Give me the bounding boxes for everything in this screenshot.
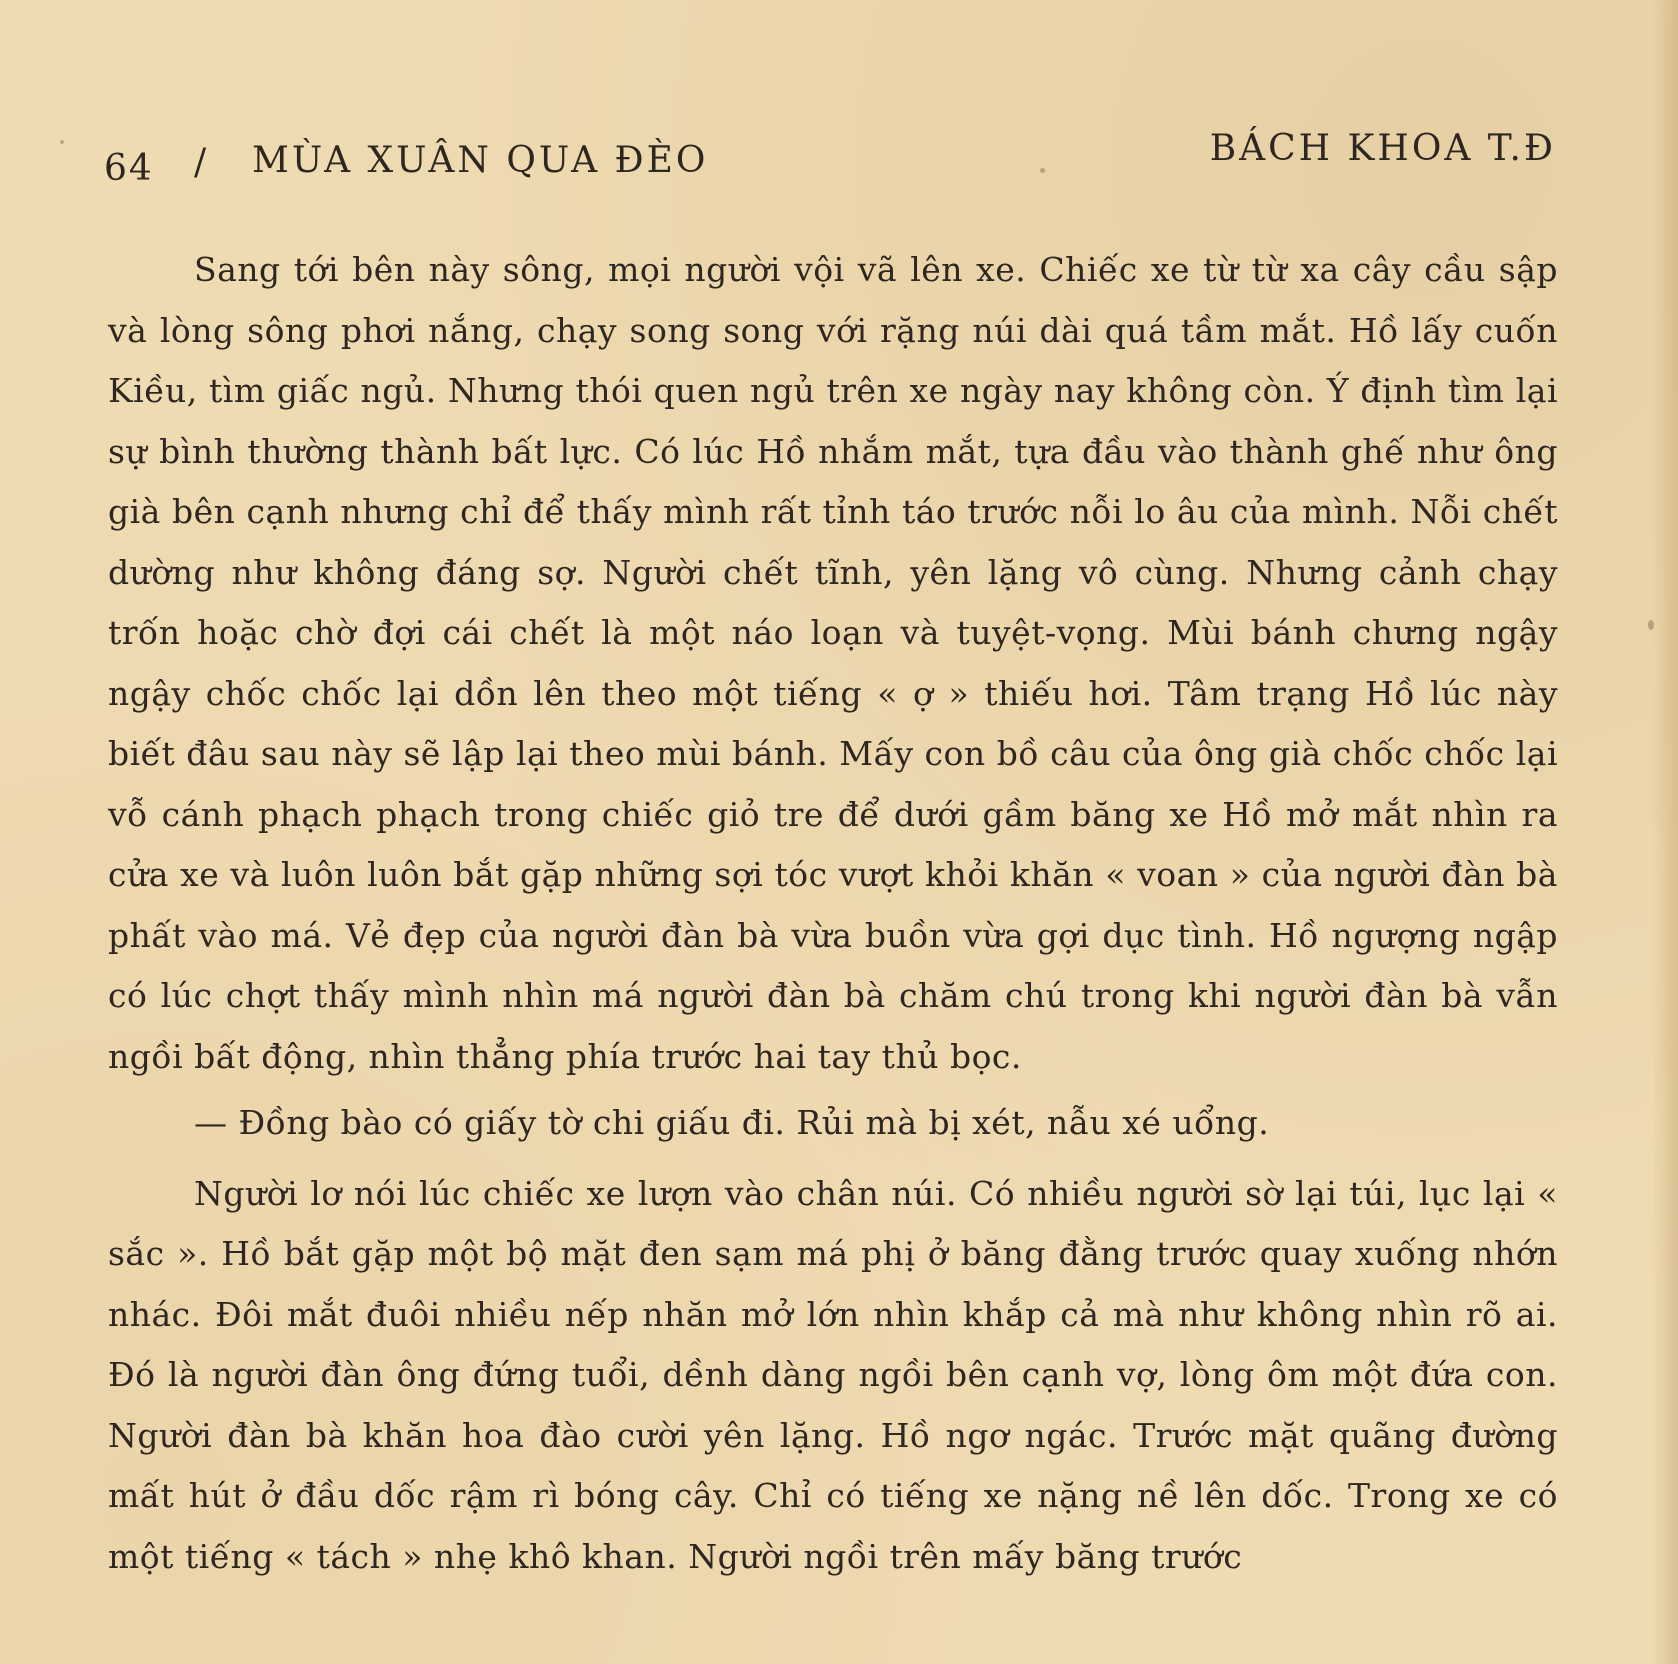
journal-title: BÁCH KHOA T.Đ xyxy=(1209,128,1556,169)
paper-speck xyxy=(1040,168,1045,173)
running-title: MÙA XUÂN QUA ĐÈO xyxy=(252,140,709,181)
paper-speck xyxy=(1648,620,1654,630)
page-edge-shadow xyxy=(1652,0,1678,1664)
header-separator: / xyxy=(194,142,209,183)
page-header xyxy=(104,128,1556,188)
page-number: 64 xyxy=(104,148,154,189)
paper-speck xyxy=(60,140,64,144)
page-body xyxy=(108,240,1558,1587)
dialogue-line: — Đồng bào có giấy tờ chi giấu đi. Rủi mà bị xét, nẫu xé uổng. xyxy=(194,1103,1270,1142)
paragraph-2: Người lơ nói lúc chiếc xe lượn vào chân núi. Có nhiều người sờ lại túi, lục lại « sắc ». Hồ bắt gặp một bộ mặt đen sạm má phị ở băng đằng trước quay xuống nhớn nhác. Đôi mắt đuôi nhiều nếp nhăn mở lớn nhìn khắp cả mà như không nhìn rõ ai. Đó là người đàn ông đứng tuổi, dềnh dàng ngồi bên cạnh vợ, lòng ôm một đứa con. Người đàn bà khăn hoa đào cười yên lặng. Hồ ngơ ngác. Trước mặt quãng đường mất hút ở đầu dốc rậm rì bóng cây. Chỉ có tiếng xe nặng nề lên dốc. Trong xe có một tiếng « tách » nhẹ khô khan. Người ngồi trên mấy băng trước xyxy=(108,1173,1558,1576)
paragraph-1: Sang tới bên này sông, mọi người vội vã lên xe. Chiếc xe từ từ xa cây cầu sập và lòng sông phơi nắng, chạy song song với rặng núi dài quá tầm mắt. Hồ lấy cuốn Kiều, tìm giấc ngủ. Nhưng thói quen ngủ trên xe ngày nay không còn. Ý định tìm lại sự bình thường thành bất lực. Có lúc Hồ nhắm mắt, tựa đầu vào thành ghế như ông già bên cạnh nhưng chỉ để thấy mình rất tỉnh táo trước nỗi lo âu của mình. Nỗi chết dường như không đáng sợ. Người chết tĩnh, yên lặng vô cùng. Nhưng cảnh chạy trốn hoặc chờ đợi cái chết là một náo loạn và tuyệt-vọng. Mùi bánh chưng ngậy ngậy chốc chốc lại dồn lên theo một tiếng « ợ » thiếu hơi. Tâm trạng Hồ lúc này biết đâu sau này sẽ lập lại theo mùi bánh. Mấy con bồ câu của ông già chốc chốc lại vỗ cánh phạch phạch trong chiếc giỏ tre để dưới gầm băng xe Hồ mở mắt nhìn ra cửa xe và luôn luôn bắt gặp những sợi tóc vượt khỏi khăn « voan » của người đàn bà phất vào má. Vẻ đẹp của người đàn bà vừa buồn vừa gợi dục tình. Hồ ngượng ngập có lúc chợt thấy mình nhìn má người đàn bà chăm chú trong khi người đàn bà vẫn ngồi bất động, nhìn thẳng phía trước hai tay thủ bọc. xyxy=(108,250,1558,1076)
